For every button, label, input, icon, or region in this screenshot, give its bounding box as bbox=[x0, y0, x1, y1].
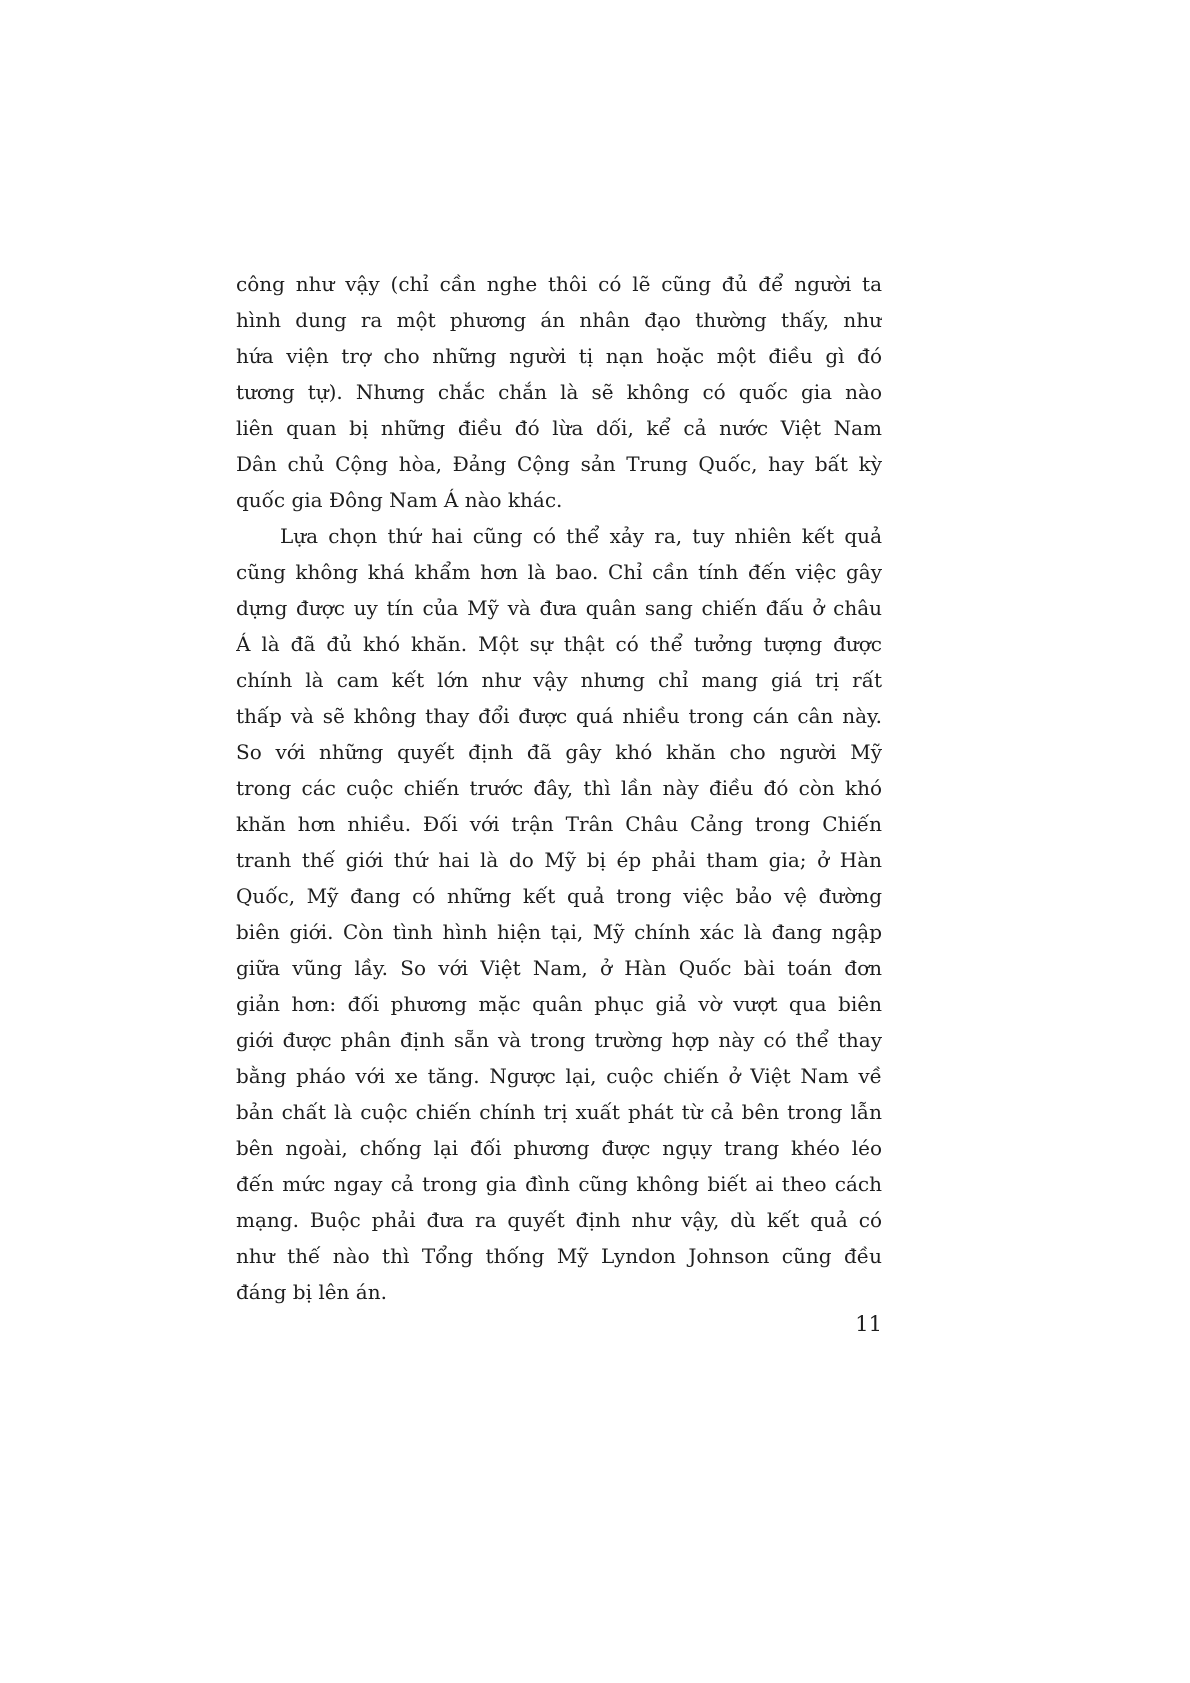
text-line: quốc gia Đông Nam Á nào khác. bbox=[236, 488, 563, 512]
text-line: hình dung ra một phương án nhân đạo thường thấy, như bbox=[236, 308, 882, 332]
text-line: tương tự). Nhưng chắc chắn là sẽ không có quốc gia nào bbox=[236, 380, 882, 404]
page-number: 11 bbox=[855, 1312, 882, 1336]
text-line: Quốc, Mỹ đang có những kết quả trong việc bảo vệ đường bbox=[236, 884, 882, 908]
text-line: bên ngoài, chống lại đối phương được ngụy trang khéo léo bbox=[236, 1136, 882, 1160]
text-line: Á là đã đủ khó khăn. Một sự thật có thể tưởng tượng được bbox=[236, 632, 882, 656]
text-line: đáng bị lên án. bbox=[236, 1280, 387, 1304]
text-line: bản chất là cuộc chiến chính trị xuất phát từ cả bên trong lẫn bbox=[236, 1100, 882, 1124]
text-line: dựng được uy tín của Mỹ và đưa quân sang chiến đấu ở châu bbox=[236, 596, 882, 620]
text-line: công như vậy (chỉ cần nghe thôi có lẽ cũng đủ để người ta bbox=[236, 272, 882, 296]
text-block bbox=[236, 266, 882, 1310]
text-line: giới được phân định sẵn và trong trường hợp này có thể thay bbox=[236, 1028, 882, 1052]
paragraph-1 bbox=[236, 266, 882, 518]
text-line: hứa viện trợ cho những người tị nạn hoặc một điều gì đó bbox=[236, 344, 882, 368]
text-line: đến mức ngay cả trong gia đình cũng không biết ai theo cách bbox=[236, 1172, 882, 1196]
text-line: khăn hơn nhiều. Đối với trận Trân Châu Cảng trong Chiến bbox=[236, 812, 882, 836]
text-line: liên quan bị những điều đó lừa dối, kể cả nước Việt Nam bbox=[236, 416, 882, 440]
text-line: thấp và sẽ không thay đổi được quá nhiều trong cán cân này. bbox=[236, 704, 882, 728]
text-line: mạng. Buộc phải đưa ra quyết định như vậy, dù kết quả có bbox=[236, 1208, 882, 1232]
text-line: cũng không khá khẩm hơn là bao. Chỉ cần tính đến việc gây bbox=[236, 560, 882, 584]
text-line: tranh thế giới thứ hai là do Mỹ bị ép phải tham gia; ở Hàn bbox=[236, 848, 882, 872]
paragraph-2 bbox=[236, 518, 882, 1310]
text-line: như thế nào thì Tổng thống Mỹ Lyndon Johnson cũng đều bbox=[236, 1244, 882, 1268]
text-line: biên giới. Còn tình hình hiện tại, Mỹ chính xác là đang ngập bbox=[236, 920, 882, 944]
text-line: So với những quyết định đã gây khó khăn cho người Mỹ bbox=[236, 740, 882, 764]
text-line: Dân chủ Cộng hòa, Đảng Cộng sản Trung Quốc, hay bất kỳ bbox=[236, 452, 882, 476]
text-line: Lựa chọn thứ hai cũng có thể xảy ra, tuy nhiên kết quả bbox=[280, 524, 882, 548]
text-line: giữa vũng lầy. So với Việt Nam, ở Hàn Quốc bài toán đơn bbox=[236, 956, 882, 980]
text-line: trong các cuộc chiến trước đây, thì lần này điều đó còn khó bbox=[236, 776, 882, 800]
text-line: giản hơn: đối phương mặc quân phục giả vờ vượt qua biên bbox=[236, 992, 882, 1016]
text-line: chính là cam kết lớn như vậy nhưng chỉ mang giá trị rất bbox=[236, 668, 882, 692]
text-line: bằng pháo với xe tăng. Ngược lại, cuộc chiến ở Việt Nam về bbox=[236, 1064, 882, 1088]
